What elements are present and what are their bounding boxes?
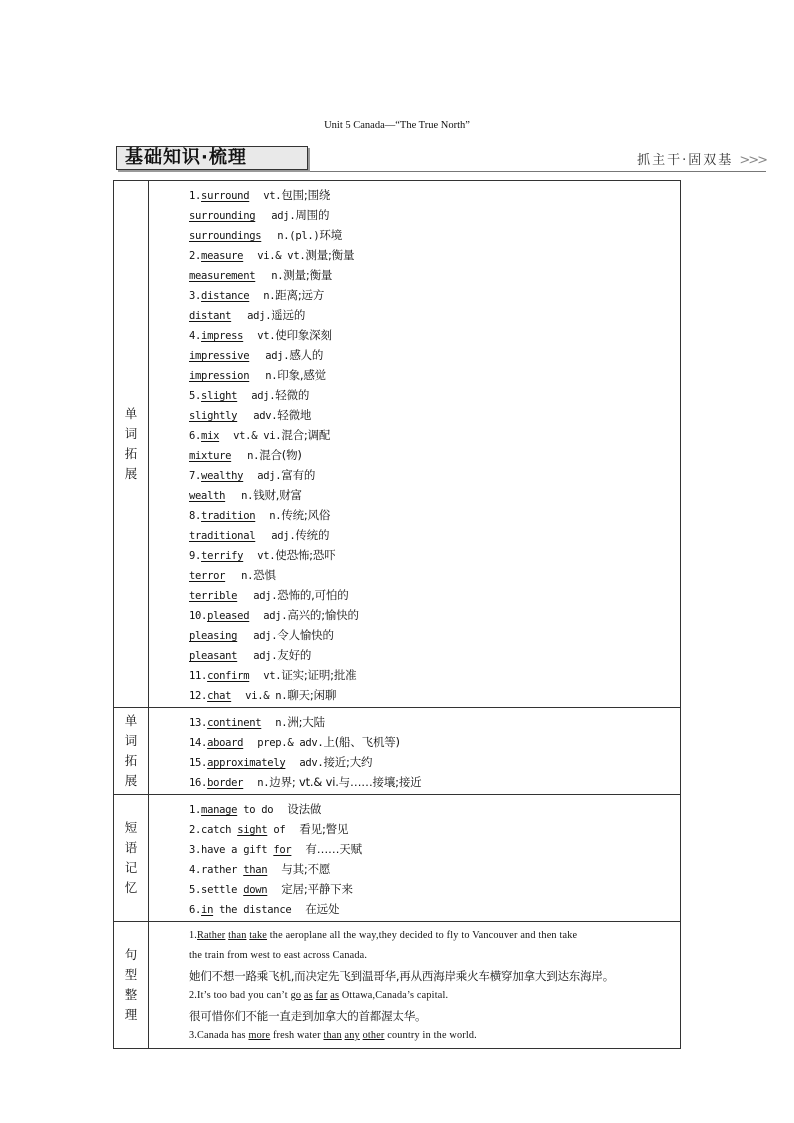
entry-meaning: 混合(物) <box>259 448 302 462</box>
phrases-content <box>149 795 681 922</box>
word-entry <box>189 685 680 705</box>
word-entry <box>189 245 680 265</box>
blank: Rather <box>197 930 226 941</box>
entry-meaning: 轻微的 <box>275 388 310 402</box>
word-entry <box>189 425 680 445</box>
entry-pos: n. <box>241 490 254 502</box>
blank: other <box>362 1030 385 1041</box>
phrase-key: down <box>243 884 268 896</box>
entry-pos: vt. <box>257 330 276 342</box>
category-char: 记 <box>124 860 138 875</box>
entry-pos: n. <box>257 777 270 789</box>
words2-content <box>149 708 681 795</box>
entry-meaning: 使印象深刻 <box>275 328 332 342</box>
entry-pos: vt. <box>257 550 276 562</box>
word-entry <box>189 445 680 465</box>
entry-meaning: 环境 <box>319 228 343 242</box>
blank: than <box>228 930 247 941</box>
sentence-3: 3.Canada has more fresh water than any other country in the world. <box>189 1030 477 1041</box>
sentence-1-translation: 她们不想一路乘飞机,而决定先飞到温哥华,再从西海岸乘火车横穿加拿大到达东海岸。 <box>189 969 615 983</box>
entry-number: 14. <box>189 737 208 749</box>
category-char: 拓 <box>124 446 138 461</box>
entry-pos: adj. <box>271 530 296 542</box>
entry-word: tradition <box>201 510 256 522</box>
entry-meaning: 钱财,财富 <box>253 488 302 502</box>
phrase-key: for <box>273 844 292 856</box>
entry-word: pleased <box>207 610 250 622</box>
chevrons-right-icon: >>> <box>739 153 766 168</box>
phrase-key: than <box>243 864 268 876</box>
entry-word: distant <box>189 310 232 322</box>
phrase-meaning: 定居;平静下来 <box>281 882 353 896</box>
phrase-meaning: 设法做 <box>287 802 322 816</box>
word-entry <box>189 665 680 685</box>
entry-word: pleasing <box>189 630 238 642</box>
category-char: 语 <box>124 840 138 855</box>
blank: as <box>303 990 313 1001</box>
blank: as <box>330 990 340 1001</box>
blank: more <box>248 1030 271 1041</box>
entry-word: pleasant <box>189 650 238 662</box>
entry-pos: adj. <box>247 310 272 322</box>
entry-pos: vi.& n. <box>245 690 288 702</box>
word-entry <box>189 625 680 645</box>
entry-number: 5. <box>189 390 202 402</box>
section-banner <box>116 146 766 174</box>
entry-word: distance <box>201 290 250 302</box>
sentence-1-cont: the train from west to east across Canada. <box>189 950 368 961</box>
entry-pos: n. <box>271 270 284 282</box>
entry-meaning: 测量;衡量 <box>305 248 355 262</box>
category-char: 拓 <box>124 753 138 768</box>
entry-meaning: 混合;调配 <box>281 428 331 442</box>
category-char: 展 <box>124 466 138 481</box>
entry-number: 16. <box>189 777 208 789</box>
word-entry <box>189 712 680 732</box>
phrase-key: sight <box>237 824 268 836</box>
entry-number: 3. <box>189 290 202 302</box>
entry-number: 8. <box>189 510 202 522</box>
entry-word: impressive <box>189 350 250 362</box>
entry-number: 2. <box>189 250 202 262</box>
category-char: 单 <box>124 406 138 421</box>
entry-meaning: 距离;远方 <box>275 288 325 302</box>
entry-pos: adj. <box>253 650 278 662</box>
banner-rule <box>310 171 766 172</box>
entry-pos: n.(pl.) <box>277 230 320 242</box>
entry-word: continent <box>207 717 262 729</box>
entry-number: 10. <box>189 610 208 622</box>
entry-pos: vt. <box>263 670 282 682</box>
entry-word: approximately <box>207 757 286 769</box>
sentences-category <box>114 922 149 1049</box>
entry-pos: adj. <box>253 630 278 642</box>
phrase-meaning: 与其;不愿 <box>281 862 331 876</box>
section-title-box <box>116 146 308 170</box>
category-char: 单 <box>124 713 138 728</box>
unit-title: Unit 5 Canada—“The True North” <box>324 120 470 131</box>
words-row <box>114 181 681 708</box>
entry-meaning: 恐惧 <box>253 568 276 582</box>
entry-meaning: 印象,感觉 <box>277 368 326 382</box>
entry-number: 1. <box>189 190 202 202</box>
phrase-key: manage <box>201 804 238 816</box>
category-char: 词 <box>124 733 138 748</box>
entry-word: wealthy <box>201 470 244 482</box>
entry-word: impression <box>189 370 250 382</box>
word-entry <box>189 205 680 225</box>
phrase-entry: 2.catch sight of 看见;瞥见 <box>189 822 349 836</box>
entry-meaning: 感人的 <box>289 348 324 362</box>
entry-pos: prep.& adv. <box>257 737 324 749</box>
words2-row <box>114 708 681 795</box>
entry-word: aboard <box>207 737 244 749</box>
entry-meaning: 测量;衡量 <box>283 268 333 282</box>
entry-pos: adj. <box>263 610 288 622</box>
entry-pos: n. <box>241 570 254 582</box>
word-entry <box>189 565 680 585</box>
entry-meaning: 周围的 <box>295 208 330 222</box>
word-entry <box>189 732 680 752</box>
category-char: 词 <box>124 426 138 441</box>
word-entry <box>189 485 680 505</box>
blank: go <box>290 990 302 1001</box>
phrase-entry: 5.settle down 定居;平静下来 <box>189 882 353 896</box>
entry-word: surrounding <box>189 210 256 222</box>
entry-pos: vt.& vi. <box>233 430 282 442</box>
category-char: 整 <box>124 987 138 1002</box>
category-char: 型 <box>124 967 138 982</box>
category-char: 展 <box>124 773 138 788</box>
entry-word: border <box>207 777 244 789</box>
entry-number: 15. <box>189 757 208 769</box>
entry-word: wealth <box>189 490 226 502</box>
words-content <box>149 181 681 708</box>
entry-pos: vi.& vt. <box>257 250 306 262</box>
entry-meaning: 轻微地 <box>277 408 312 422</box>
entry-meaning: 上(船、飞机等) <box>323 735 400 749</box>
entry-number: 13. <box>189 717 208 729</box>
sentence-2: 2.It’s too bad you can’t go as far as Ottawa,Canada’s capital. <box>189 990 449 1001</box>
entry-word: terror <box>189 570 226 582</box>
entry-word: mix <box>201 430 220 442</box>
entry-pos: vt. <box>263 190 282 202</box>
entry-pos: n. <box>265 370 278 382</box>
entry-meaning: 高兴的;愉快的 <box>287 608 359 622</box>
entry-meaning: 包围;围绕 <box>281 188 331 202</box>
word-entry <box>189 752 680 772</box>
entry-number: 9. <box>189 550 202 562</box>
word-entry <box>189 305 680 325</box>
category-char: 理 <box>124 1007 138 1022</box>
word-entry <box>189 465 680 485</box>
blank: take <box>249 930 268 941</box>
word-entry <box>189 285 680 305</box>
phrase-entry: 3.have a gift for 有……天赋 <box>189 842 362 856</box>
entry-number: 12. <box>189 690 208 702</box>
entry-meaning: 恐怖的,可怕的 <box>277 588 349 602</box>
word-entry <box>189 345 680 365</box>
entry-pos: adj. <box>271 210 296 222</box>
entry-number: 6. <box>189 430 202 442</box>
entry-meaning: 友好的 <box>277 648 312 662</box>
entry-pos: n. <box>275 717 288 729</box>
word-entry <box>189 325 680 345</box>
word-entry <box>189 505 680 525</box>
entry-word: surroundings <box>189 230 262 242</box>
entry-word: slight <box>201 390 238 402</box>
entry-pos: adj. <box>253 590 278 602</box>
word-entry <box>189 385 680 405</box>
word-entry <box>189 585 680 605</box>
sentence-1: 1.Rather than take the aeroplane all the way,they decided to fly to Vancouver and then take <box>189 930 578 941</box>
phrase-meaning: 在远处 <box>305 902 340 916</box>
entry-meaning: 证实;证明;批准 <box>281 668 357 682</box>
entry-meaning: 接近;大约 <box>323 755 373 769</box>
word-entry <box>189 525 680 545</box>
entry-word: chat <box>207 690 232 702</box>
blank: any <box>344 1030 360 1041</box>
category-char: 句 <box>124 947 138 962</box>
entry-word: impress <box>201 330 244 342</box>
entry-word: confirm <box>207 670 250 682</box>
entry-word: measure <box>201 250 244 262</box>
entry-meaning: 令人愉快的 <box>277 628 334 642</box>
entry-pos: n. <box>269 510 282 522</box>
word-entry <box>189 185 680 205</box>
section-title: 基础知识·梳理 <box>125 147 247 168</box>
entry-number: 7. <box>189 470 202 482</box>
category-char: 短 <box>124 820 138 835</box>
sentences-content <box>149 922 681 1049</box>
entry-pos: adj. <box>257 470 282 482</box>
section-subtitle-text: 抓主干·固双基 <box>637 153 734 168</box>
entry-pos: adv. <box>253 410 278 422</box>
word-entry <box>189 405 680 425</box>
phrase-entry: 4.rather than 与其;不愿 <box>189 862 331 876</box>
sentences-row <box>114 922 681 1049</box>
entry-meaning: 聊天;闲聊 <box>287 688 337 702</box>
entry-meaning: 遥远的 <box>271 308 306 322</box>
entry-word: measurement <box>189 270 256 282</box>
entry-word: terrify <box>201 550 244 562</box>
blank: than <box>323 1030 342 1041</box>
word-entry <box>189 545 680 565</box>
entry-meaning: 边界; vt.& vi.与……接壤;接近 <box>269 775 422 789</box>
entry-pos: n. <box>263 290 276 302</box>
word-entry <box>189 645 680 665</box>
entry-meaning: 传统的 <box>295 528 330 542</box>
entry-word: terrible <box>189 590 238 602</box>
word-entry <box>189 772 680 792</box>
section-subtitle <box>637 149 766 168</box>
entry-number: 4. <box>189 330 202 342</box>
entry-word: surround <box>201 190 250 202</box>
knowledge-table <box>113 180 681 1049</box>
word-entry <box>189 365 680 385</box>
entry-meaning: 使恐怖;恐吓 <box>275 548 336 562</box>
phrase-meaning: 看见;瞥见 <box>299 822 349 836</box>
entry-pos: n. <box>247 450 260 462</box>
word-entry <box>189 265 680 285</box>
words-category <box>114 181 149 708</box>
entry-number: 11. <box>189 670 208 682</box>
sentence-2-translation: 很可惜你们不能一直走到加拿大的首都渥太华。 <box>189 1009 427 1023</box>
word-entry <box>189 605 680 625</box>
phrase-entry: 6.in the distance 在远处 <box>189 902 340 916</box>
words2-category <box>114 708 149 795</box>
entry-meaning: 传统;风俗 <box>281 508 331 522</box>
entry-word: slightly <box>189 410 238 422</box>
entry-pos: adj. <box>251 390 276 402</box>
blank: far <box>315 990 328 1001</box>
entry-word: mixture <box>189 450 232 462</box>
entry-meaning: 富有的 <box>281 468 316 482</box>
phrase-entry: 1.manage to do 设法做 <box>189 802 322 816</box>
entry-meaning: 洲;大陆 <box>287 715 325 729</box>
phrase-meaning: 有……天赋 <box>305 842 362 856</box>
phrase-key: in <box>201 904 214 916</box>
entry-pos: adv. <box>299 757 324 769</box>
word-entry <box>189 225 680 245</box>
category-char: 忆 <box>124 880 138 895</box>
phrases-row <box>114 795 681 922</box>
phrases-category <box>114 795 149 922</box>
entry-word: traditional <box>189 530 256 542</box>
entry-pos: adj. <box>265 350 290 362</box>
